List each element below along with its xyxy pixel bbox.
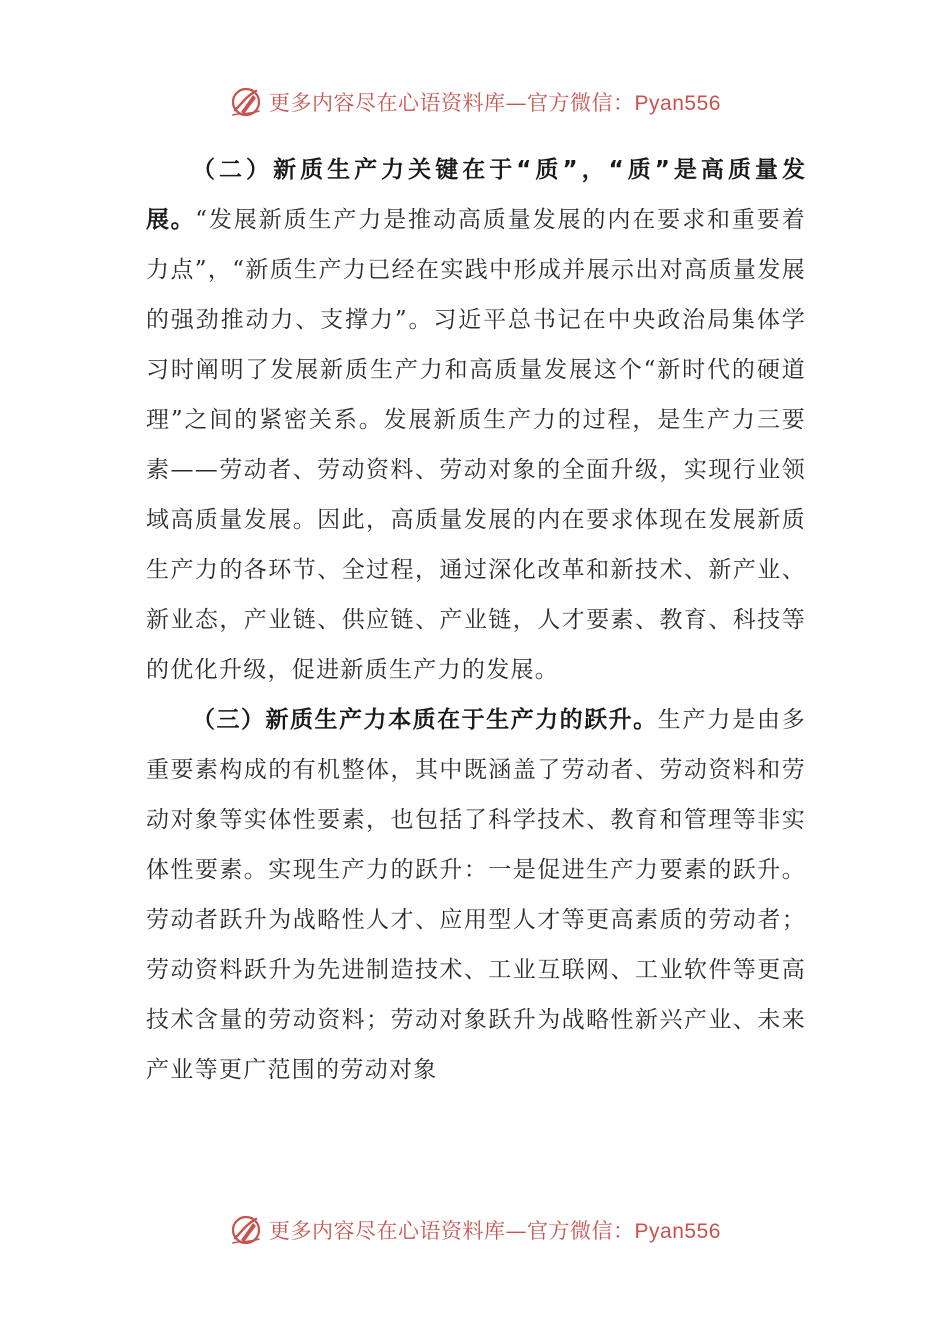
section-heading-2: （二）新质生产力关键在于“质”，“质”是高质量发展。 — [146, 157, 806, 233]
wechat-id: Pyan556 — [634, 92, 721, 115]
wechat-id: Pyan556 — [634, 1220, 721, 1243]
banner-text: 更多内容尽在心语资料库—官方微信：Pyan556 — [269, 1219, 721, 1243]
header-watermark-banner — [0, 82, 950, 122]
banner-text: 更多内容尽在心语资料库—官方微信：Pyan556 — [269, 91, 721, 115]
pen-flourish-icon — [229, 85, 263, 119]
pen-flourish-icon — [229, 1213, 263, 1247]
section-heading-3: （三）新质生产力本质在于生产力的跃升。 — [192, 707, 658, 733]
paragraph-3-body: 生产力是由多重要素构成的有机整体，其中既涵盖了劳动者、劳动资料和劳动对象等实体性要素，也包括了科学技术、教育和管理等非实体性要素。实现生产力的跃升：一是促进生产力要素的跃升。劳动者跃升为战略性人才、应用型人才等更高素质的劳动者；劳动资料跃升为先进制造技术、工业互联网、工业软件等更高技术含量的劳动资料；劳动对象跃升为战略性新兴产业、未来产业等更广范围的劳动对象 — [146, 707, 806, 1083]
footer-watermark-banner — [0, 1210, 950, 1250]
paragraph-2 — [146, 145, 806, 695]
paragraph-3 — [146, 695, 806, 1095]
document-body — [146, 145, 806, 1095]
paragraph-2-body: “发展新质生产力是推动高质量发展的内在要求和重要着力点”，“新质生产力已经在实践中形成并展示出对高质量发展的强劲推动力、支撑力”。习近平总书记在中央政治局集体学习时阐明了发展新质生产力和高质量发展这个“新时代的硬道理”之间的紧密关系。发展新质生产力的过程，是生产力三要素——劳动者、劳动资料、劳动对象的全面升级，实现行业领域高质量发展。因此，高质量发展的内在要求体现在发展新质生产力的各环节、全过程，通过深化改革和新技术、新产业、新业态，产业链、供应链、产业链，人才要素、教育、科技等的优化升级，促进新质生产力的发展。 — [146, 207, 807, 683]
